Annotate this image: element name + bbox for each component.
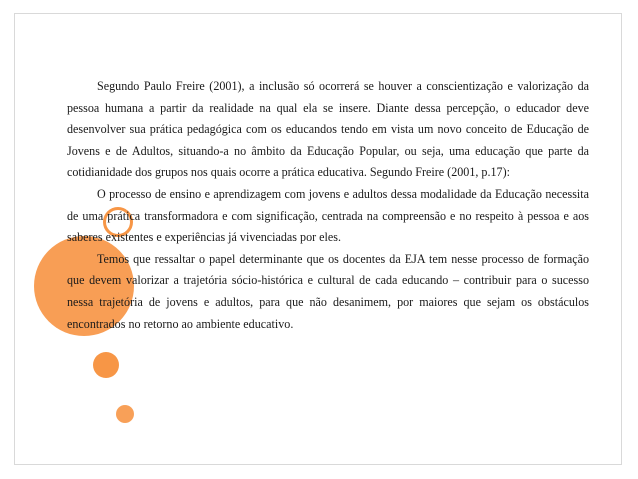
- decorative-medium-circle: [93, 352, 119, 378]
- slide-body-text: [67, 76, 589, 335]
- paragraph-docentes-eja: Temos que ressaltar o papel determinante que os docentes da EJA tem nesse processo de formação que devem valorizar a trajetória sócio-histórica e cultural de cada educando – contribuir para o sucesso nessa trajetória de jovens e adultos, para que não desanimem, por maiores que sejam os obstáculos encontrados no retorno ao ambiente educativo.: [67, 251, 589, 331]
- paragraph-freire-inclusao: Segundo Paulo Freire (2001), a inclusão só ocorrerá se houver a conscientização e valorização da pessoa humana a partir da realidade na qual ela se insere. Diante dessa percepção, o educador deve desenvolver sua prática pedagógica com os educandos tendo em vista um novo conceito de Educação de Jovens e de Adultos, situando-a no âmbito da Educação Popular, ou seja, uma educação que parte da cotidianidade dos grupos nos quais ocorre a prática educativa. Segundo Freire (2001, p.17):: [67, 79, 589, 180]
- paragraph-processo-ensino: O processo de ensino e aprendizagem com jovens e adultos dessa modalidade da Educação necessita de uma prática transformadora e com significação, centrada na compreensão e no respeito à pessoa e aos saberes existentes e experiências já vivenciadas por eles.: [67, 186, 589, 245]
- decorative-small-circle: [116, 405, 134, 423]
